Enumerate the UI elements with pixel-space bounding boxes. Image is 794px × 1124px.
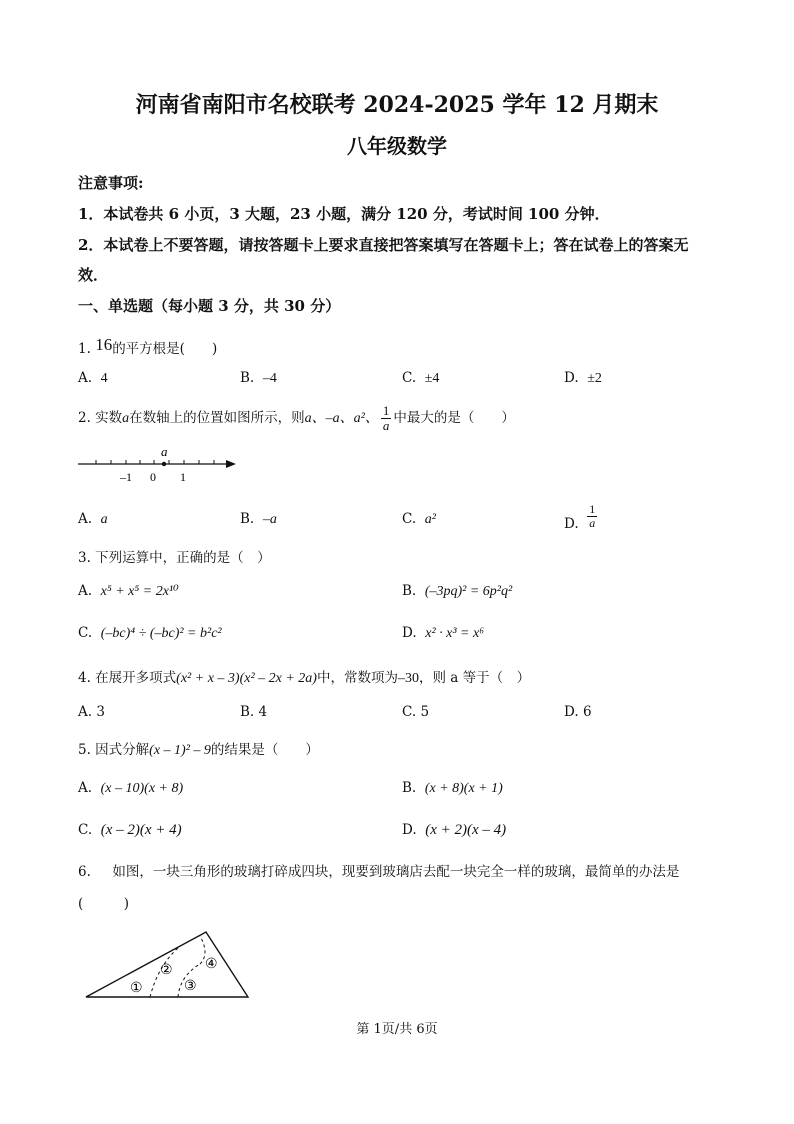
- q4-polynomial: (x² + x – 3)(x² – 2x + 2a): [176, 671, 317, 686]
- q1-option-b[interactable]: B. –4: [240, 370, 277, 386]
- broken-glass-triangle-figure: [80, 926, 260, 1004]
- number-line-tick-label: 1: [180, 470, 186, 484]
- q2-option-d[interactable]: D. $\frac{1}{a}$: [564, 502, 596, 532]
- number-line-figure: [74, 442, 244, 484]
- q5-option-b[interactable]: B. (x + 8)(x + 1): [402, 780, 503, 796]
- number-line-point: [162, 462, 166, 466]
- question-2: 2. 实数a在数轴上的位置如图所示，则a、–a、a²、 $\frac{1}{a}$ 中最大的是（ ）: [78, 403, 515, 433]
- q2-expression-list: a、–a、a²、: [304, 411, 379, 426]
- piece-label: ③: [184, 979, 197, 994]
- q1-number-16: 16: [95, 335, 113, 354]
- q5-option-a[interactable]: A. (x – 10)(x + 8): [78, 780, 184, 796]
- question-5: 5. 因式分解(x – 1)² – 9的结果是（ ）: [78, 742, 319, 758]
- q4-option-c[interactable]: C. 5: [402, 704, 430, 720]
- exam-title: 河南省南阳市名校联考 2024-2025 学年 12 月期末: [135, 92, 659, 118]
- q2-var-a: a: [122, 411, 130, 426]
- exam-subtitle: 八年级数学: [347, 134, 447, 158]
- q3-option-a[interactable]: A. x⁵ + x⁵ = 2x¹⁰: [78, 583, 179, 599]
- question-4: 4. 在展开多项式(x² + x – 3)(x² – 2x + 2a)中，常数项为–30，则 a 等于（ ）: [78, 670, 531, 686]
- question-6: 6. 如图，一块三角形的玻璃打碎成四块，现要到玻璃店去配一块完全一样的玻璃，最简单的办法是: [78, 864, 680, 880]
- q5-option-d[interactable]: D. (x + 2)(x – 4): [402, 822, 507, 838]
- page-footer: 第 1页/共 6页: [356, 1022, 438, 1037]
- q2-option-d-fraction: $\frac{1}{a}$: [589, 502, 596, 530]
- note-item-2-line-2: 效．: [78, 266, 109, 284]
- question-3: 3. 下列运算中，正确的是（ ）: [78, 550, 271, 566]
- notes-heading: 注意事项:: [78, 174, 144, 192]
- q3-option-c[interactable]: C. (–bc)⁴ ÷ (–bc)² = b²c²: [78, 625, 222, 641]
- number-line-ticks: [96, 460, 214, 464]
- q1-option-c[interactable]: C. ±4: [402, 370, 440, 386]
- q5-option-c[interactable]: C. (x – 2)(x + 4): [78, 822, 182, 838]
- number-line-point-label: a: [161, 444, 168, 459]
- q2-option-b[interactable]: B. –a: [240, 511, 277, 527]
- q6-answer-blank: ( ): [78, 896, 130, 912]
- q4-option-b[interactable]: B. 4: [240, 704, 268, 720]
- piece-label: ④: [205, 957, 218, 972]
- piece-label: ②: [160, 963, 173, 978]
- question-1: [78, 337, 217, 358]
- q4-constant: –30: [397, 671, 419, 686]
- number-line-tick-label: 0: [150, 470, 156, 484]
- question-number: 1.: [78, 341, 91, 357]
- number-line-tick-label: –1: [120, 470, 132, 484]
- piece-label: ①: [130, 981, 143, 996]
- q1-option-d[interactable]: D. ±2: [564, 370, 602, 386]
- q2-option-a[interactable]: A. a: [78, 511, 108, 527]
- q2-option-c[interactable]: C. a²: [402, 511, 436, 527]
- q5-expression: (x – 1)² – 9: [149, 743, 211, 758]
- number-line-arrow: [226, 460, 236, 468]
- q3-option-d[interactable]: D. x² · x³ = x⁶: [402, 625, 485, 641]
- q2-fraction: $\frac{1}{a}$: [382, 403, 390, 433]
- q1-text: 的平方根是( ): [112, 341, 218, 357]
- q3-option-b[interactable]: B. (–3pq)² = 6p²q²: [402, 583, 513, 599]
- note-item-2-line-1: 2．本试卷上不要答题，请按答题卡上要求直接把答案填写在答题卡上；答在试卷上的答案无: [78, 236, 689, 254]
- q4-option-d[interactable]: D. 6: [564, 704, 592, 720]
- q4-option-a[interactable]: A. 3: [78, 704, 105, 720]
- q1-option-a[interactable]: A. 4: [78, 370, 108, 386]
- section-1-heading: 一、单选题（每小题 3 分，共 30 分）: [78, 297, 341, 315]
- note-item-1: 1．本试卷共 6 小页，3 大题，23 小题，满分 120 分，考试时间 100 分钟．: [78, 205, 610, 223]
